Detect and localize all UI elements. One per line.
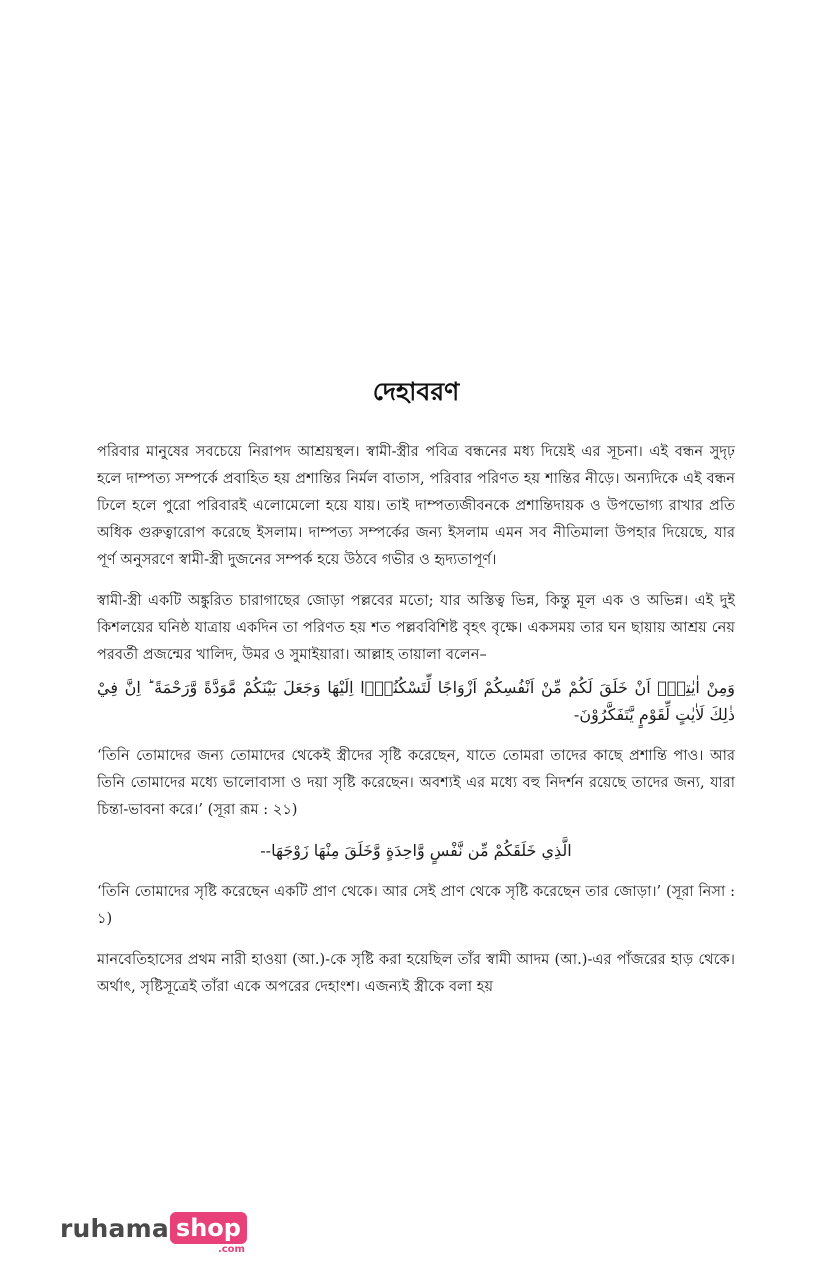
logo-text-ruhama: ruhama xyxy=(60,1214,169,1243)
arabic-verse-rum: وَمِنْ اٰيٰتِهٖۤ اَنْ خَلَقَ لَكُمْ مِّنْ اَنْفُسِكُمْ اَزْوَاجًا لِّتَسْكُنُوْۤا اِلَيْهَا وَجَعَلَ بَيْنَكُمْ مَّوَدَّةً وَّرَحْمَةً ؕ اِنَّ فِيْ ذٰلِكَ لَاٰيٰتٍ لِّقَوْمٍ يَّتَفَكَّرُوْنَ- xyxy=(97,678,735,724)
logo-text-shop: shop xyxy=(170,1212,247,1244)
arabic-verse-nisa: الَّذِي خَلَقَكُمْ مِّن نَّفْسٍ وَّاحِدَةٍ وَّخَلَقَ مِنْهَا زَوْجَهَا-- xyxy=(260,841,572,860)
ruhamashop-logo xyxy=(60,1212,247,1258)
paragraph-seedling: স্বামী-স্ত্রী একটি অঙ্কুরিত চারাগাছের জোড়া পল্লবের মতো; যার অস্তিত্ব ভিন্ন, কিন্তু মূল এক ও অভিন্ন। এই দুই কিশলয়ের ঘনিষ্ঠ যাত্রায় একদিন তা পরিণত হয় শত পল্লববিশিষ্ট বৃহৎ বৃক্ষে। একসময় তার ঘন ছায়ায় আশ্রয় নেয় পরবর্তী প্রজন্মের খালিদ, উমর ও সুমাইয়ারা। আল্লাহ তায়ালা বলেন– xyxy=(97,592,735,663)
paragraph-intro: পরিবার মানুষের সবচেয়ে নিরাপদ আশ্রয়স্থল। স্বামী-স্ত্রীর পবিত্র বন্ধনের মধ্য দিয়েই এর সূচনা। এই বন্ধন সুদৃঢ় হলে দাম্পত্য সম্পর্কে প্রবাহিত হয় প্রশান্তির নির্মল বাতাস, পরিবার পরিণত হয় শান্তির নীড়ে। অন্যদিকে এই বন্ধন ঢিলে হলে পুরো পরিবারই এলোমেলো হয়ে যায়। তাই দাম্পত্যজীবনকে প্রশান্তিদায়ক ও উপভোগ্য রাখার প্রতি অধিক গুরুত্বারোপ করেছে ইসলাম। দাম্পত্য সম্পর্কের জন্য ইসলাম এমন সব নীতিমালা উপহার দিয়েছে, যার পূর্ণ অনুসরণে স্বামী-স্ত্রী দুজনের সম্পর্ক হয়ে উঠবে গভীর ও হৃদ্যতাপূর্ণ। xyxy=(97,443,735,568)
paragraph-translation-nisa: ‘তিনি তোমাদের সৃষ্টি করেছেন একটি প্রাণ থেকে। আর সেই প্রাণ থেকে সৃষ্টি করেছেন তার জোড়া।’ (সূরা নিসা : ১) xyxy=(97,883,735,927)
chapter-title: দেহাবরণ xyxy=(372,377,460,406)
paragraph-hawwa: মানবেতিহাসের প্রথম নারী হাওয়া (আ.)-কে সৃষ্টি করা হয়েছিল তাঁর স্বামী আদম (আ.)-এর পাঁজরের হাড় থেকে। অর্থাৎ, সৃষ্টিসূত্রেই তাঁরা একে অপরের দেহাংশ। এজন্যই স্ত্রীকে বলা হয় xyxy=(97,951,735,995)
logo-shop-badge xyxy=(170,1212,247,1255)
page-content xyxy=(97,372,735,1014)
logo-text-dotcom: .com xyxy=(217,1244,245,1255)
paragraph-translation-rum: ‘তিনি তোমাদের জন্য তোমাদের থেকেই স্ত্রীদের সৃষ্টি করেছেন, যাতে তোমরা তাদের কাছে প্রশান্তি পাও। আর তিনি তোমাদের মধ্যে ভালোবাসা ও দয়া সৃষ্টি করেছেন। অবশ্যই এর মধ্যে বহু নিদর্শন রয়েছে তাদের জন্য, যারা চিন্তা-ভাবনা করে।’ (সূরা রূম : ২১) xyxy=(97,747,735,818)
